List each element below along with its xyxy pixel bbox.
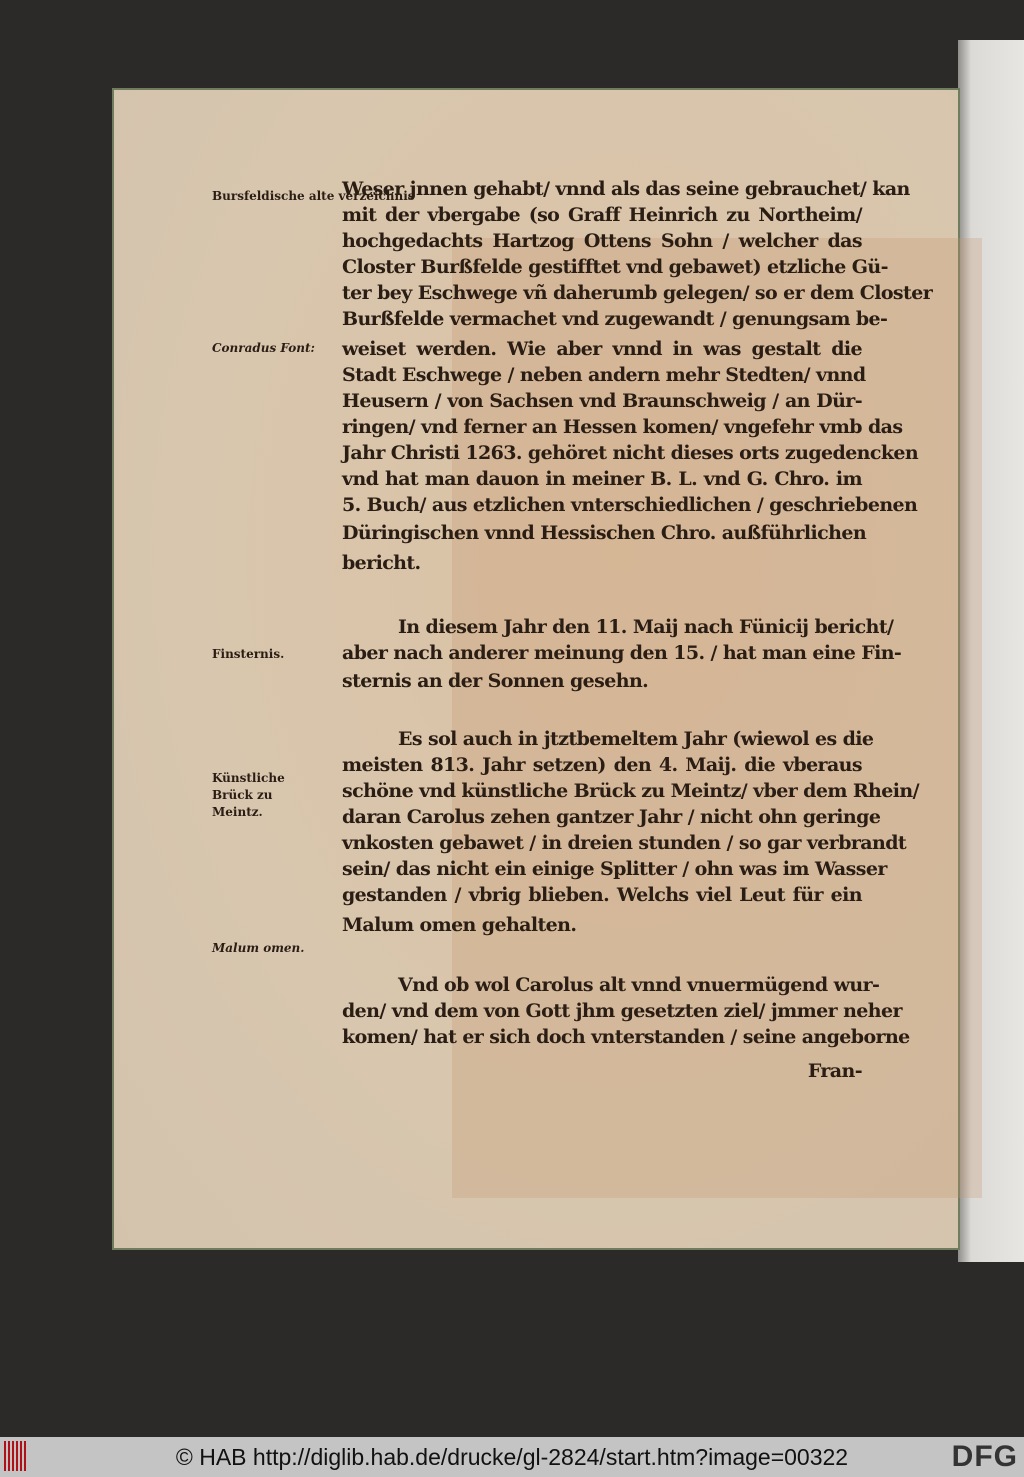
margin-note: Malum omen.	[212, 941, 305, 955]
text-line: meisten 813. Jahr setzen) den 4. Maij. die vberaus	[342, 754, 862, 776]
text-line: Burßfelde vermachet vnd zugewandt / genungsam be-	[342, 308, 888, 330]
margin-note: Finsternis.	[212, 647, 285, 661]
text-line: Es sol auch in jtztbemeltem Jahr (wiewol es die	[398, 728, 874, 750]
text-line: hochgedachts Hartzog Ottens Sohn / welcher das	[342, 230, 862, 252]
text-line: Closter Burßfelde gestifftet vnd gebawet) etzliche Gü-	[342, 256, 888, 278]
text-line: Weser jnnen gehabt/ vnnd als das seine gebrauchet/ kan	[342, 178, 910, 200]
text-line: ringen/ vnd ferner an Hessen komen/ vngefehr vmb das	[342, 416, 903, 438]
text-line: schöne vnd künstliche Brück zu Meintz/ vber dem Rhein/	[342, 780, 919, 802]
footer-bar	[0, 1437, 1024, 1477]
text-line: bericht.	[342, 552, 421, 574]
text-line: gestanden / vbrig blieben. Welchs viel Leut für ein	[342, 884, 862, 906]
text-line: Malum omen gehalten.	[342, 914, 577, 936]
text-line: In diesem Jahr den 11. Maij nach Fünicij bericht/	[398, 616, 894, 638]
text-line: daran Carolus zehen gantzer Jahr / nicht ohn geringe	[342, 806, 881, 828]
margin-note: Bursfeldische alte verzeichnis	[212, 189, 415, 203]
text-line: 5. Buch/ aus etzlichen vnterschiedlichen / geschriebenen	[342, 494, 918, 516]
text-line: den/ vnd dem von Gott jhm gesetzten ziel/ jmmer neher	[342, 1000, 902, 1022]
copyright-url[interactable]: © HAB http://diglib.hab.de/drucke/gl-2824/start.htm?image=00322	[175, 1444, 849, 1470]
text-line: sternis an der Sonnen gesehn.	[342, 670, 649, 692]
margin-note: Künstliche Brück zu Meintz.	[212, 771, 285, 819]
text-line: Fran-	[807, 1060, 862, 1082]
text-line: vnkosten gebawet / in dreien stunden / so gar verbrandt	[342, 832, 907, 854]
text-line: aber nach anderer meinung den 15. / hat man eine Fin-	[342, 642, 902, 664]
text-line: Vnd ob wol Carolus alt vnnd vnuermügend wur-	[398, 974, 880, 996]
text-line: ter bey Eschwege vñ daherumb gelegen/ so er dem Closter	[342, 282, 933, 304]
text-line: Düringischen vnnd Hessischen Chro. außführlichen	[342, 522, 867, 544]
text-line: Heusern / von Sachsen vnd Braunschweig / an Dür-	[342, 390, 862, 412]
text-line: weiset werden. Wie aber vnnd in was gestalt die	[342, 338, 862, 360]
text-line: mit der vbergabe (so Graff Heinrich zu Northeim/	[342, 204, 862, 226]
text-line: sein/ das nicht ein einige Splitter / ohn was im Wasser	[342, 858, 887, 880]
text-line: komen/ hat er sich doch vnterstanden / seine angeborne	[342, 1026, 910, 1048]
text-line: Stadt Eschwege / neben andern mehr Stedten/ vnnd	[342, 364, 866, 386]
margin-note: Conradus Font:	[212, 341, 315, 355]
text-line: Jahr Christi 1263. gehöret nicht dieses orts zugedencken	[342, 442, 919, 464]
dfg-logo: DFG	[951, 1440, 1018, 1473]
text-line: vnd hat man dauon in meiner B. L. vnd G. Chro. im	[342, 468, 862, 490]
